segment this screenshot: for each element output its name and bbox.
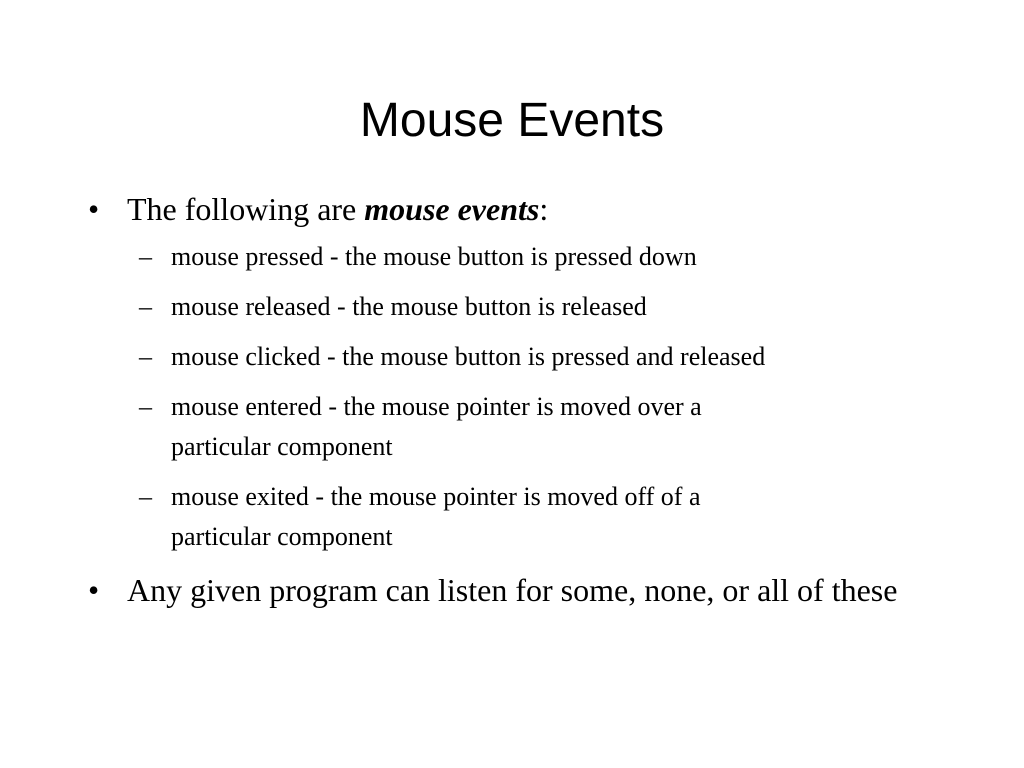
- intro-prefix: The following are: [127, 191, 365, 227]
- sub-item-text: mouse released - the mouse button is released: [171, 292, 647, 321]
- bullet-marker: •: [88, 572, 100, 608]
- dash-marker: –: [139, 342, 152, 371]
- intro-emphasis: mouse events: [364, 191, 540, 227]
- dash-marker: –: [139, 242, 152, 271]
- sub-item-mouse-exited: [84, 477, 791, 557]
- bullet-closing: [84, 567, 917, 614]
- dash-marker: –: [139, 292, 152, 321]
- sub-item-mouse-released: [84, 287, 791, 327]
- sub-item-text: mouse pressed - the mouse button is pressed down: [171, 242, 697, 271]
- sub-item-text: mouse clicked - the mouse button is pressed and released: [171, 342, 766, 371]
- bullet-marker: •: [88, 191, 100, 227]
- slide-title: Mouse Events: [359, 94, 665, 147]
- sub-item-mouse-clicked: [84, 337, 791, 377]
- dash-marker: –: [139, 482, 152, 511]
- closing-text: Any given program can listen for some, none, or all of these: [127, 572, 898, 608]
- dash-marker: –: [139, 392, 152, 421]
- sub-item-mouse-entered: [84, 387, 791, 467]
- slide-body: [84, 186, 924, 614]
- sub-item-mouse-pressed: [84, 237, 791, 277]
- bullet-intro: [84, 186, 924, 233]
- sub-item-text: mouse entered - the mouse pointer is moved over a particular component: [171, 392, 702, 461]
- sub-item-text: mouse exited - the mouse pointer is moved off of a particular component: [171, 482, 701, 551]
- intro-suffix: :: [539, 191, 549, 227]
